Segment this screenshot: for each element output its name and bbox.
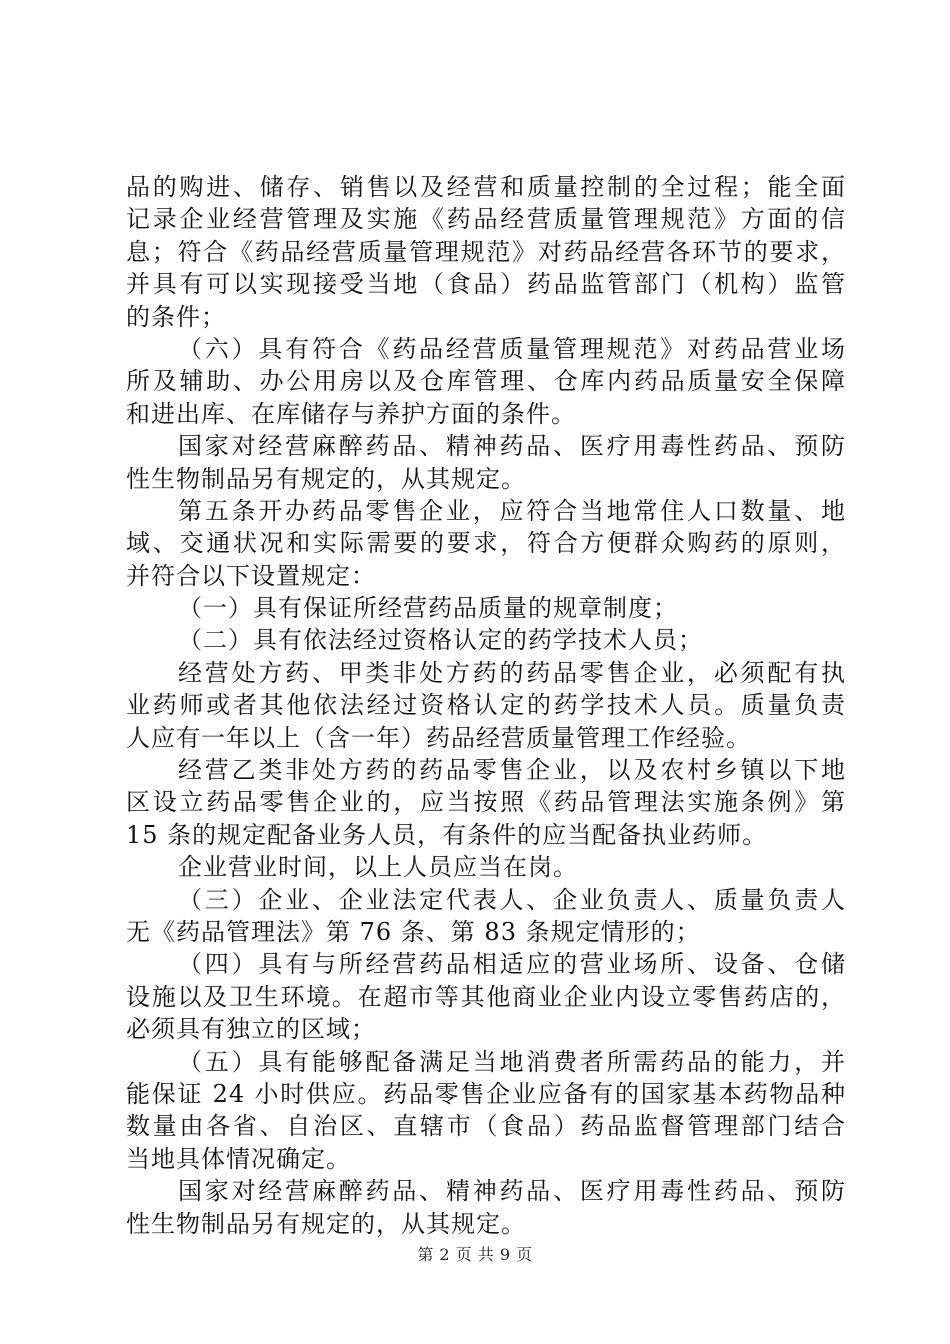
text-line: 性生物制品另有规定的，从其规定。 bbox=[126, 464, 526, 493]
text-line: 性生物制品另有规定的，从其规定。 bbox=[126, 1209, 526, 1238]
document-body bbox=[126, 171, 846, 1240]
text-line: 国家对经营麻醉药品、精神药品、医疗用毒性药品、预防 bbox=[178, 1177, 846, 1206]
text-line: 15 条的规定配备业务人员，有条件的应当配备执业药师。 bbox=[126, 820, 768, 849]
text-line: 息；符合《药品经营质量管理规范》对药品经营各环节的要求， bbox=[126, 237, 846, 266]
text-line: 经营乙类非处方药的药品零售企业，以及农村乡镇以下地 bbox=[178, 756, 846, 785]
text-line: 并具有可以实现接受当地（食品）药品监管部门（机构）监管 bbox=[126, 270, 846, 299]
text-line: 和进出库、在库储存与养护方面的条件。 bbox=[126, 399, 576, 428]
page-footer: 第 2 页 共 9 页 bbox=[417, 1245, 533, 1264]
text-line: 设施以及卫生环境。在超市等其他商业企业内设立零售药店的， bbox=[126, 982, 846, 1011]
text-line: 品的购进、储存、销售以及经营和质量控制的全过程；能全面 bbox=[126, 173, 846, 201]
text-line: 域、交通状况和实际需要的要求，符合方便群众购药的原则， bbox=[126, 529, 846, 558]
text-line: 国家对经营麻醉药品、精神药品、医疗用毒性药品、预防 bbox=[178, 432, 846, 461]
text-line: 业药师或者其他依法经过资格认定的药学技术人员。质量负责 bbox=[126, 691, 846, 720]
text-line: 必须具有独立的区域； bbox=[126, 1015, 376, 1044]
text-line: 记录企业经营管理及实施《药品经营质量管理规范》方面的信 bbox=[126, 205, 846, 234]
text-line: 并符合以下设置规定： bbox=[126, 561, 376, 590]
text-line: （三）企业、企业法定代表人、企业负责人、质量负责人 bbox=[178, 885, 846, 914]
text-line: 所及辅助、办公用房以及仓库管理、仓库内药品质量安全保障 bbox=[126, 367, 846, 396]
text-line: 企业营业时间，以上人员应当在岗。 bbox=[178, 853, 578, 882]
text-line: 的条件； bbox=[126, 302, 226, 331]
text-line: 人应有一年以上（含一年）药品经营质量管理工作经验。 bbox=[126, 723, 751, 752]
text-line: 无《药品管理法》第 76 条、第 83 条规定情形的； bbox=[126, 917, 701, 946]
text-line: （四）具有与所经营药品相适应的营业场所、设备、仓储 bbox=[178, 950, 846, 979]
text-line: 能保证 24 小时供应。药品零售企业应备有的国家基本药物品种 bbox=[126, 1079, 846, 1108]
text-line: 区设立药品零售企业的，应当按照《药品管理法实施条例》第 bbox=[126, 788, 846, 817]
text-line: （五）具有能够配备满足当地消费者所需药品的能力，并 bbox=[178, 1047, 846, 1076]
text-line: （二）具有依法经过资格认定的药学技术人员； bbox=[178, 626, 703, 655]
text-line: （一）具有保证所经营药品质量的规章制度； bbox=[178, 594, 678, 623]
text-line: 数量由各省、自治区、直辖市（食品）药品监督管理部门结合 bbox=[126, 1112, 846, 1141]
text-line: 第五条开办药品零售企业，应符合当地常住人口数量、地 bbox=[178, 496, 846, 525]
text-line: 经营处方药、甲类非处方药的药品零售企业，必须配有执 bbox=[178, 658, 846, 687]
text-line: 当地具体情况确定。 bbox=[126, 1144, 351, 1173]
text-line: （六）具有符合《药品经营质量管理规范》对药品营业场 bbox=[178, 334, 846, 363]
